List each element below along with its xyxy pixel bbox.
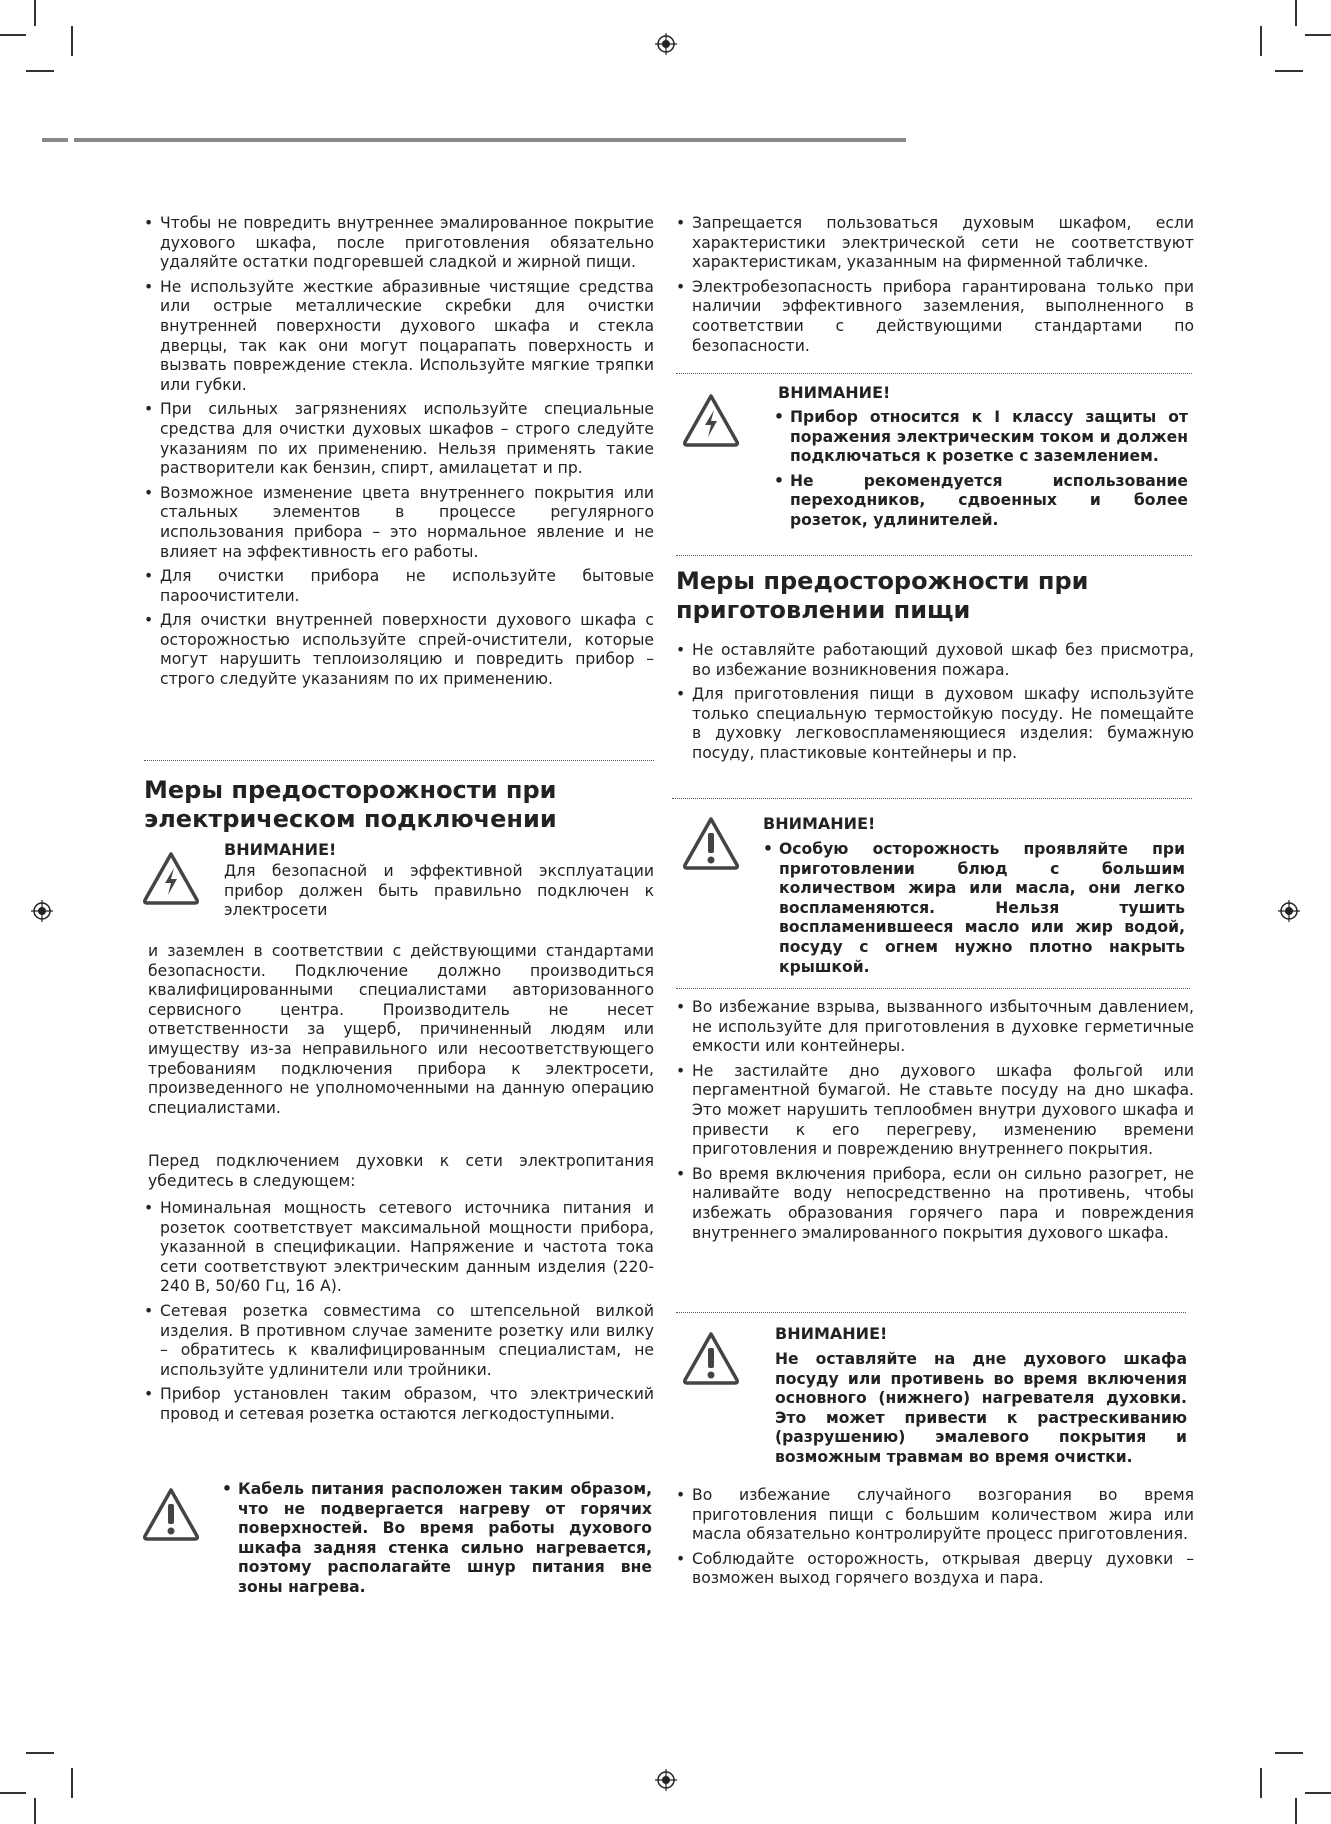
warning-title: ВНИМАНИЕ! xyxy=(775,1324,888,1343)
section-title-cooking: Меры предосторожности при приготовлении пищи xyxy=(676,567,1089,624)
divider xyxy=(672,798,1192,799)
registration-mark-icon xyxy=(1278,900,1300,922)
right-bullet-list-food xyxy=(676,641,1194,769)
warning-title: ВНИМАНИЕ! xyxy=(778,383,891,402)
crop-mark xyxy=(34,0,36,26)
list-item: • Прибор относится к I классу защиты от поражения электрическим током и должен подключаться к розетке с заземлением. xyxy=(774,408,1188,467)
list-item: • Кабель питания расположен таким образом, что не подвергается нагреву от горячих поверхностей. Во время работы духового шкафа задняя стенка сильно нагревается, поэтому располагайте шнур питания вне зоны нагрева. xyxy=(222,1480,652,1598)
crop-mark xyxy=(1305,34,1331,36)
electric-hazard-icon xyxy=(681,392,741,448)
warning-text: Для безопасной и эффективной эксплуатации прибор должен быть правильно подключен к электросети xyxy=(224,862,654,920)
warning-text: Не оставляйте на дне духового шкафа посуду или противень во время включения основного (нижнего) нагревателя духовки. Это может привести к растрескиванию (разрушению) эмалевого покрытия и возможным травмам во время очистки. xyxy=(775,1350,1187,1466)
warning-bold-list xyxy=(222,1480,652,1603)
crop-mark xyxy=(71,26,73,56)
crop-mark xyxy=(1260,26,1262,56)
divider xyxy=(676,373,1192,374)
crop-mark xyxy=(1295,1798,1297,1824)
warning-title: ВНИМАНИЕ! xyxy=(763,814,876,833)
divider xyxy=(676,988,1190,989)
registration-mark-icon xyxy=(655,1769,677,1791)
list-item: • Для очистки внутренней поверхности духового шкафа с осторожностью используйте спрей-очистители, которые могут нарушить теплоизоляцию и повредить прибор – строго следуйте указаниям по их применению. xyxy=(144,611,654,689)
list-item: • Во время включения прибора, если он сильно разогрет, не наливайте воду непосредственно на противень, чтобы избежать образования горячего пара и повреждения внутреннего эмалированного покрытия духового шкафа. xyxy=(676,1165,1194,1243)
list-item: • Электробезопасность прибора гарантирована только при наличии эффективного заземления, выполненного в соответствии с действующими стандартами по безопасности. xyxy=(676,278,1194,356)
list-item: • Не рекомендуется использование переходников, сдвоенных и более розеток, удлинителей. xyxy=(774,472,1188,531)
header-rule-short xyxy=(42,138,68,142)
crop-mark xyxy=(1305,1792,1331,1794)
section-title-electrical: Меры предосторожности при электрическом подключении xyxy=(144,776,557,833)
paragraph-intro: Перед подключением духовки к сети электропитания убедитесь в следующем: xyxy=(148,1152,654,1190)
right-bullet-list-bottom xyxy=(676,1486,1194,1594)
paragraph-continuation: и заземлен в соответствии с действующими стандартами безопасности. Подключение должно производиться квалифицированными специалистами авторизованного сервисного центра. Производитель не несет ответственности за ущерб, причиненный людям или имуществу из-за неправильного или несоответствующего требованиям подключения прибора к электросети, произведенного не уполномоченными на данную операцию специалистами. xyxy=(148,942,654,1117)
crop-mark xyxy=(34,1798,36,1824)
divider xyxy=(676,555,1192,556)
warning-icon xyxy=(681,1330,741,1386)
warning-title: ВНИМАНИЕ! xyxy=(224,840,337,859)
list-item: • Не используйте жесткие абразивные чистящие средства или острые металлические скребки для очистки внутренней поверхности духового шкафа и стекла дверцы, так как они могут поцарапать поверхность и вызвать повреждение стекла. Используйте мягкие тряпки или губки. xyxy=(144,278,654,396)
warning-icon xyxy=(141,1486,201,1542)
list-item: • Для приготовления пищи в духовом шкафу используйте только специальную термостойкую посуду. Не помещайте в духовку легковоспламеняющиеся изделия: бумажную посуду, пластиковые контейнеры и пр. xyxy=(676,685,1194,763)
crop-mark xyxy=(1275,70,1303,72)
crop-mark xyxy=(26,70,54,72)
list-item: • Не оставляйте работающий духовой шкаф без присмотра, во избежание возникновения пожара. xyxy=(676,641,1194,680)
list-item: • Возможное изменение цвета внутреннего покрытия или стальных элементов в процессе регулярного использования прибора – это нормальное явление и не влияет на эффективность его работы. xyxy=(144,484,654,562)
list-item: • Номинальная мощность сетевого источника питания и розеток соответствует максимальной мощности прибора, указанной в спецификации. Напряжение и частота тока сети соответствуют электрическим данным изделия (220-240 В, 50/60 Гц, 16 А). xyxy=(144,1199,654,1297)
list-item: • Чтобы не повредить внутреннее эмалированное покрытие духового шкафа, после приготовления обязательно удаляйте остатки подгоревшей сладкой и жирной пищи. xyxy=(144,214,654,273)
left-bullet-list-mid xyxy=(144,1199,654,1430)
list-item: • При сильных загрязнениях используйте специальные средства для очистки духовых шкафов – строго следуйте указаниям по их применению. Нельзя применять такие растворители как бензин, спирт, амилацетат и пр. xyxy=(144,400,654,478)
list-item: • Прибор установлен таким образом, что электрический провод и сетевая розетка остаются легкодоступными. xyxy=(144,1385,654,1424)
divider xyxy=(144,760,654,761)
warning-bold-list xyxy=(774,408,1188,536)
warning-icon xyxy=(681,815,741,871)
crop-mark xyxy=(0,34,26,36)
electric-hazard-icon xyxy=(141,850,201,906)
list-item: • Для очистки прибора не используйте бытовые пароочистители. xyxy=(144,567,654,606)
list-item: • Запрещается пользоваться духовым шкафом, если характеристики электрической сети не соответствуют характеристикам, указанным на фирменной табличке. xyxy=(676,214,1194,273)
list-item: • Не застилайте дно духового шкафа фольгой или пергаментной бумагой. Не ставьте посуду на дно шкафа. Это может нарушить теплообмен внутри духового шкафа и привести к его перегреву, изменению времени приготовления и повреждению внутреннего покрытия. xyxy=(676,1062,1194,1160)
list-item: • Во избежание случайного возгорания во время приготовления пищи с большим количеством жира или масла обязательно контролируйте процесс приготовления. xyxy=(676,1486,1194,1545)
left-bullet-list-top xyxy=(144,214,654,695)
header-rule xyxy=(74,138,906,142)
list-item: • Сетевая розетка совместима со штепсельной вилкой изделия. В противном случае замените розетку или вилку – обратитесь к квалифицированным специалистам, не используйте удлинители или тройники. xyxy=(144,1302,654,1380)
crop-mark xyxy=(1260,1768,1262,1798)
registration-mark-icon xyxy=(31,900,53,922)
warning-bold-list xyxy=(763,840,1185,982)
crop-mark xyxy=(1295,0,1297,26)
right-bullet-list-top xyxy=(676,214,1194,361)
crop-mark xyxy=(71,1768,73,1798)
list-item: • Соблюдайте осторожность, открывая дверцу духовки – возможен выход горячего воздуха и пара. xyxy=(676,1550,1194,1589)
list-item: • Особую осторожность проявляйте при приготовлении блюд с большим количеством жира или масла, они легко воспламеняются. Нельзя тушить воспламенившееся масло или жир водой, посуду с огнем нужно плотно накрыть крышкой. xyxy=(763,840,1185,977)
list-item: • Во избежание взрыва, вызванного избыточным давлением, не используйте для приготовления в духовке герметичные емкости или контейнеры. xyxy=(676,998,1194,1057)
right-bullet-list-mid xyxy=(676,998,1194,1248)
divider xyxy=(676,1312,1186,1313)
crop-mark xyxy=(26,1752,54,1754)
registration-mark-icon xyxy=(655,33,677,55)
crop-mark xyxy=(0,1792,26,1794)
crop-mark xyxy=(1275,1752,1303,1754)
